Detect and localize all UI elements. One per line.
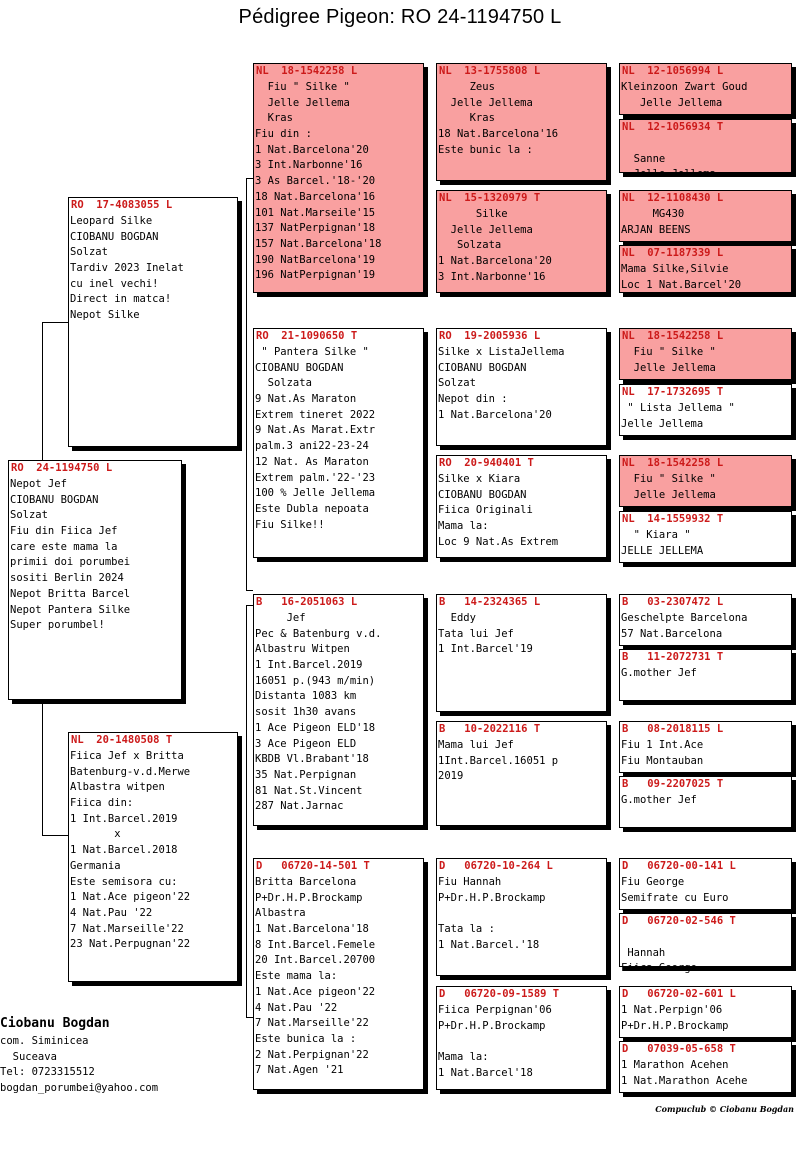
pedigree-line: ARJAN BEENS bbox=[621, 223, 691, 236]
pedigree-line: sositi Berlin 2024 bbox=[10, 572, 124, 585]
pedigree-line: Tata lui Jef bbox=[438, 627, 514, 640]
pedigree-line: Fiica Jef x Britta bbox=[70, 750, 184, 762]
pedigree-line: P+Dr.H.P.Brockamp bbox=[255, 891, 363, 904]
pedigree-line: Extrem palm.'22-'23 bbox=[255, 471, 376, 484]
pedigree-line: Kras bbox=[255, 112, 293, 125]
pedigree-line: Fiu George bbox=[621, 876, 685, 888]
pedigree-line: palm.3 ani22-23-24 bbox=[255, 440, 369, 453]
ring-number: B 16-2051063 L bbox=[256, 596, 358, 608]
pedigree-line: Extrem tineret 2022 bbox=[255, 408, 376, 421]
pedigree-box-gg1 bbox=[436, 63, 607, 181]
pedigree-line: Leopard Silke bbox=[70, 215, 153, 227]
connector-line bbox=[42, 322, 68, 323]
pedigree-line: Fiu Silke!! bbox=[255, 518, 325, 531]
ring-number: B 11-2072731 T bbox=[622, 651, 724, 663]
owner-name: Ciobanu Bogdan bbox=[0, 1016, 110, 1031]
pedigree-line: 1 Nat.Barcelona'20 bbox=[438, 408, 552, 421]
connector-line bbox=[246, 1017, 253, 1018]
pedigree-line: Jelle Jellema bbox=[438, 223, 533, 236]
pedigree-line: Fiica Perpignan'06 bbox=[438, 1004, 552, 1016]
pedigree-line: Fiu din : bbox=[255, 128, 312, 141]
pedigree-line: 157 Nat.Barcelona'18 bbox=[255, 237, 382, 250]
owner-address-line: com. Siminicea bbox=[0, 1035, 89, 1047]
pedigree-line: Silke x Kiara bbox=[438, 473, 521, 485]
ring-number: D 06720-10-264 L bbox=[439, 860, 553, 872]
pedigree-line: 9 Nat.As Marat.Extr bbox=[255, 424, 376, 437]
pedigree-line: CIOBANU BOGDAN bbox=[70, 230, 159, 243]
ring-number: RO 17-4083055 L bbox=[71, 199, 173, 211]
pedigree-line: 1 Nat.Barcel.2018 bbox=[70, 844, 178, 857]
pedigree-line: CIOBANU BOGDAN bbox=[438, 361, 527, 374]
ring-number: B 10-2022116 T bbox=[439, 723, 541, 735]
pedigree-line: Loc 9 Nat.As Extrem bbox=[438, 535, 559, 548]
pedigree-box-ggg1 bbox=[619, 63, 792, 115]
pedigree-line: CIOBANU BOGDAN bbox=[438, 488, 527, 501]
ring-number: B 14-2324365 L bbox=[439, 596, 541, 608]
ring-number: RO 19-2005936 L bbox=[439, 330, 541, 342]
pedigree-line: Jelle Jellema bbox=[438, 96, 533, 109]
pedigree-line: Este Dubla nepoata bbox=[255, 502, 369, 515]
pedigree-line: 18 Nat.Barcelona'16 bbox=[255, 190, 376, 203]
pedigree-box-subject bbox=[8, 460, 182, 700]
pedigree-line: Semifrate cu Euro bbox=[621, 891, 729, 904]
pedigree-line: Jelle Jellema bbox=[621, 488, 716, 501]
ring-number: NL 07-1187339 L bbox=[622, 247, 724, 259]
pedigree-line: Tardiv 2023 Inelat bbox=[70, 262, 184, 275]
pedigree-box-dam bbox=[68, 732, 238, 982]
ring-number: B 03-2307472 L bbox=[622, 596, 724, 608]
owner-phone: Tel: 0723315512 bbox=[0, 1066, 95, 1078]
ring-number: D 06720-00-141 L bbox=[622, 860, 736, 872]
pedigree-line: Geschelpte Barcelona bbox=[621, 612, 748, 624]
pedigree-line: Tata la : bbox=[438, 923, 495, 936]
pedigree-box-gg7 bbox=[436, 858, 607, 976]
pedigree-line: P+Dr.H.P.Brockamp bbox=[438, 891, 546, 904]
pedigree-line: 18 Nat.Barcelona'16 bbox=[438, 128, 559, 141]
ring-number: NL 18-1542258 L bbox=[622, 330, 724, 342]
pedigree-line: 1 Int.Barcel.2019 bbox=[70, 812, 178, 825]
pedigree-box-ggg8 bbox=[619, 511, 792, 563]
pedigree-line: " Kiara " bbox=[621, 529, 691, 541]
owner-contact bbox=[0, 1014, 158, 1096]
pedigree-line: 101 Nat.Marseile'15 bbox=[255, 206, 376, 219]
pedigree-line: " Lista Jellema " bbox=[621, 402, 735, 414]
pedigree-line: Jelle Jellema bbox=[621, 361, 716, 374]
pedigree-line: Este semisora cu: bbox=[70, 875, 178, 888]
pedigree-line: 3 Int.Narbonne'16 bbox=[255, 159, 363, 172]
pedigree-line: 4 Nat.Pau '22 bbox=[255, 1001, 338, 1014]
pedigree-line: Nepot din : bbox=[438, 393, 508, 406]
pedigree-box-ggg9 bbox=[619, 594, 792, 646]
pedigree-box-ggg3 bbox=[619, 190, 792, 242]
pedigree-line: Este bunica la : bbox=[255, 1032, 357, 1045]
pedigree-line: Fiu 1 Int.Ace bbox=[621, 739, 704, 751]
pedigree-line: Jelle Jellema bbox=[621, 168, 716, 181]
pedigree-line: Jelle Jellema bbox=[255, 96, 350, 109]
pedigree-line: Silke x ListaJellema bbox=[438, 346, 565, 358]
pedigree-line: Silke bbox=[438, 208, 508, 220]
pedigree-line: Fiu din Fiica Jef bbox=[10, 525, 118, 538]
pedigree-line: 35 Nat.Perpignan bbox=[255, 768, 357, 781]
pedigree-line: 1 Ace Pigeon ELD'18 bbox=[255, 721, 376, 734]
ring-number: NL 12-1056994 L bbox=[622, 65, 724, 77]
pedigree-box-ggg16 bbox=[619, 1041, 792, 1093]
ring-number: NL 15-1320979 T bbox=[439, 192, 541, 204]
pedigree-line: 1 Int.Barcel.2019 bbox=[255, 659, 363, 672]
ring-number: NL 14-1559932 T bbox=[622, 513, 724, 525]
pedigree-line: 16051 p.(943 m/min) bbox=[255, 674, 376, 687]
pedigree-box-ggg11 bbox=[619, 721, 792, 773]
pedigree-line: Solzat bbox=[438, 377, 476, 390]
pedigree-line: G.mother Jef bbox=[621, 667, 697, 679]
pedigree-line: 1 Nat.Marathon Acehe bbox=[621, 1074, 748, 1087]
pedigree-box-gg8 bbox=[436, 986, 607, 1090]
pedigree-line: Sanne bbox=[621, 152, 666, 165]
pedigree-line: Solzat bbox=[70, 246, 108, 259]
pedigree-box-ggg5 bbox=[619, 328, 792, 380]
pedigree-line: P+Dr.H.P.Brockamp bbox=[438, 1019, 546, 1032]
pedigree-line: Solzata bbox=[255, 377, 312, 390]
ring-number: D 06720-02-601 L bbox=[622, 988, 736, 1000]
pedigree-line: 287 Nat.Jarnac bbox=[255, 800, 344, 813]
ring-number: B 08-2018115 L bbox=[622, 723, 724, 735]
pedigree-line: 12 Nat. As Maraton bbox=[255, 455, 369, 468]
pedigree-line: Albastra witpen bbox=[70, 781, 165, 794]
pedigree-line: KBDB Vl.Brabant'18 bbox=[255, 753, 369, 766]
pedigree-line: primii doi porumbei bbox=[10, 556, 131, 569]
ring-number: D 06720-02-546 T bbox=[622, 915, 736, 927]
pedigree-box-ggg7 bbox=[619, 455, 792, 507]
pedigree-line: P+Dr.H.P.Brockamp bbox=[621, 1019, 729, 1032]
pedigree-line: 2019 bbox=[438, 770, 464, 783]
pedigree-line: Fiu " Silke " bbox=[621, 346, 716, 358]
pedigree-line: 190 NatBarcelona'19 bbox=[255, 253, 376, 266]
ring-number: NL 12-1108430 L bbox=[622, 192, 724, 204]
pedigree-box-gg2 bbox=[436, 190, 607, 293]
pedigree-line: 1 Nat.Barcelona'20 bbox=[255, 143, 369, 156]
ring-number: NL 13-1755808 L bbox=[439, 65, 541, 77]
pedigree-line bbox=[620, 930, 791, 946]
pedigree-line: MG430 bbox=[621, 208, 685, 220]
pedigree-line: Distanta 1083 km bbox=[255, 690, 357, 703]
connector-line bbox=[42, 835, 68, 836]
pedigree-box-g4 bbox=[253, 858, 424, 1090]
pedigree-line: Solzat bbox=[10, 509, 48, 522]
pedigree-box-ggg14 bbox=[619, 913, 792, 975]
connector-line bbox=[246, 590, 253, 591]
pedigree-line: 23 Nat.Perpugnan'22 bbox=[70, 938, 191, 951]
pedigree-line: 196 NatPerpignan'19 bbox=[255, 269, 376, 282]
pedigree-line: 4 Nat.Pau '22 bbox=[70, 906, 153, 919]
pedigree-line: sosit 1h30 avans bbox=[255, 706, 357, 719]
pedigree-box-sire bbox=[68, 197, 238, 447]
pedigree-line: 1 Marathon Acehen bbox=[621, 1059, 729, 1071]
pedigree-line: 7 Nat.Marseille'22 bbox=[70, 922, 184, 935]
pedigree-line: 1 Nat.Barcelona'18 bbox=[255, 923, 369, 936]
connector-line bbox=[246, 178, 247, 590]
pedigree-line: 57 Nat.Barcelona bbox=[621, 627, 723, 640]
credit-text: Compuclub © Ciobanu Bogdan bbox=[655, 1104, 794, 1114]
pedigree-line: Germania bbox=[70, 859, 121, 872]
pedigree-line: Albastra bbox=[255, 907, 306, 920]
ring-number: RO 20-940401 T bbox=[439, 457, 534, 469]
pedigree-line: cu inel vechi! bbox=[70, 277, 159, 290]
ring-number: D 07039-05-658 T bbox=[622, 1043, 736, 1055]
pedigree-line: 1 Nat.Perpign'06 bbox=[621, 1004, 723, 1016]
pedigree-box-ggg4 bbox=[619, 245, 792, 293]
ring-number: NL 20-1480508 T bbox=[71, 734, 173, 746]
pedigree-line: Pec & Batenburg v.d. bbox=[255, 627, 382, 640]
pedigree-box-g1 bbox=[253, 63, 424, 293]
connector-line bbox=[246, 605, 253, 606]
pedigree-line: 1 Nat.Ace pigeon'22 bbox=[255, 985, 376, 998]
pedigree-line: 1 Int.Barcel'19 bbox=[438, 643, 533, 656]
pedigree-line: Fiu Hannah bbox=[438, 876, 502, 888]
pedigree-line: Nepot Britta Barcel bbox=[10, 587, 131, 600]
pedigree-line: x bbox=[70, 828, 121, 841]
pedigree-box-gg4 bbox=[436, 455, 607, 558]
ring-number: NL 17-1732695 T bbox=[622, 386, 724, 398]
pedigree-line: Albastru Witpen bbox=[255, 643, 350, 656]
pedigree-box-g3 bbox=[253, 594, 424, 826]
pedigree-line: 3 Ace Pigeon ELD bbox=[255, 737, 357, 750]
pedigree-line: Nepot Silke bbox=[70, 309, 140, 322]
pedigree-line: Fiu Montauban bbox=[621, 754, 704, 767]
pedigree-line: Britta Barcelona bbox=[255, 876, 357, 888]
pedigree-line: 7 Nat.Marseille'22 bbox=[255, 1017, 369, 1030]
pedigree-box-ggg12 bbox=[619, 776, 792, 828]
pedigree-line: Mama la: bbox=[438, 1051, 489, 1064]
pedigree-line: Nepot Jef bbox=[10, 478, 67, 490]
pedigree-line: 137 NatPerpignan'18 bbox=[255, 222, 376, 235]
pedigree-line: 1 Nat.Barcel'18 bbox=[438, 1066, 533, 1079]
pedigree-box-ggg13 bbox=[619, 858, 792, 910]
pedigree-line: 81 Nat.St.Vincent bbox=[255, 784, 363, 797]
pedigree-line: 2 Nat.Perpignan'22 bbox=[255, 1048, 369, 1061]
ring-number: RO 24-1194750 L bbox=[11, 462, 113, 474]
pedigree-line: care este mama la bbox=[10, 540, 118, 553]
connector-line bbox=[42, 322, 43, 460]
pedigree-line: Nepot Pantera Silke bbox=[10, 603, 131, 616]
pedigree-line: Fiu " Silke " bbox=[621, 473, 716, 485]
pedigree-line: Fiica Originali bbox=[438, 504, 533, 517]
ring-number: NL 18-1542258 L bbox=[256, 65, 358, 77]
pedigree-line: 20 Int.Barcel.20700 bbox=[255, 954, 376, 967]
pedigree-line: Solzata bbox=[438, 239, 502, 252]
pedigree-line: Jelle Jellema bbox=[621, 96, 723, 109]
pedigree-line: Fiu " Silke " bbox=[255, 81, 350, 93]
pedigree-line: Eddy bbox=[438, 612, 476, 624]
ring-number: D 06720-14-501 T bbox=[256, 860, 370, 872]
pedigree-line: 9 Nat.As Maraton bbox=[255, 393, 357, 406]
pedigree-line: Fiica George bbox=[621, 962, 697, 975]
pedigree-line: Mama lui Jef bbox=[438, 739, 514, 751]
pedigree-line: Este bunic la : bbox=[438, 143, 533, 156]
pedigree-line: 1Int.Barcel.16051 p bbox=[438, 754, 559, 767]
pedigree-line: Jelle Jellema bbox=[621, 417, 704, 430]
pedigree-line bbox=[437, 1034, 606, 1050]
pedigree-line: CIOBANU BOGDAN bbox=[255, 361, 344, 374]
pedigree-line: Zeus bbox=[438, 81, 495, 93]
connector-line bbox=[42, 700, 43, 835]
pedigree-box-gg6 bbox=[436, 721, 607, 826]
pedigree-box-g2 bbox=[253, 328, 424, 558]
pedigree-line: JELLE JELLEMA bbox=[621, 544, 704, 557]
pedigree-line: 8 Int.Barcel.Femele bbox=[255, 938, 376, 951]
pedigree-line: 1 Nat.Ace pigeon'22 bbox=[70, 891, 191, 904]
pedigree-line: Kras bbox=[438, 112, 495, 125]
pedigree-line: 3 As Barcel.'18-'20 bbox=[255, 175, 376, 188]
pedigree-line: " Pantera Silke " bbox=[255, 346, 369, 358]
ring-number: B 09-2207025 T bbox=[622, 778, 724, 790]
pedigree-line: 1 Nat.Barcel.'18 bbox=[438, 938, 540, 951]
pedigree-line: 3 Int.Narbonne'16 bbox=[438, 270, 546, 283]
pedigree-line: Mama la: bbox=[438, 520, 489, 533]
pedigree-line: 1 Nat.Barcelona'20 bbox=[438, 255, 552, 268]
owner-address-line: Suceava bbox=[0, 1050, 57, 1063]
pedigree-box-ggg2 bbox=[619, 119, 792, 181]
pedigree-box-ggg6 bbox=[619, 384, 792, 436]
pedigree-line: CIOBANU BOGDAN bbox=[10, 493, 99, 506]
pedigree-line bbox=[620, 136, 791, 152]
pedigree-line: Mama Silke,Silvie bbox=[621, 263, 729, 275]
pedigree-line bbox=[437, 906, 606, 922]
pedigree-line: Direct in matca! bbox=[70, 293, 172, 306]
pedigree-line: 7 Nat.Agen '21 bbox=[255, 1064, 344, 1077]
pedigree-line: Kleinzoon Zwart Goud bbox=[621, 81, 748, 93]
pedigree-box-ggg15 bbox=[619, 986, 792, 1038]
pedigree-box-gg5 bbox=[436, 594, 607, 712]
pedigree-line: Super porumbel! bbox=[10, 619, 105, 632]
pedigree-box-ggg10 bbox=[619, 649, 792, 701]
owner-email[interactable]: bogdan_porumbei@yahoo.com bbox=[0, 1081, 159, 1094]
pedigree-line: Fiica din: bbox=[70, 797, 134, 810]
pedigree-line: Este mama la: bbox=[255, 970, 338, 983]
ring-number: NL 18-1542258 L bbox=[622, 457, 724, 469]
page-title: Pédigree Pigeon: RO 24-1194750 L bbox=[238, 6, 562, 28]
pedigree-line: G.mother Jef bbox=[621, 794, 697, 806]
ring-number: NL 12-1056934 T bbox=[622, 121, 724, 133]
pedigree-line: Batenburg-v.d.Merwe bbox=[70, 765, 191, 778]
pedigree-line: Jef bbox=[255, 612, 306, 624]
pedigree-line: 100 % Jelle Jellema bbox=[255, 487, 376, 500]
connector-line bbox=[246, 178, 253, 179]
connector-line bbox=[246, 605, 247, 1017]
ring-number: RO 21-1090650 T bbox=[256, 330, 358, 342]
pedigree-line: Loc 1 Nat.Barcel'20 bbox=[621, 278, 742, 291]
pedigree-box-gg3 bbox=[436, 328, 607, 446]
pedigree-line: Hannah bbox=[621, 946, 666, 959]
ring-number: D 06720-09-1589 T bbox=[439, 988, 560, 1000]
